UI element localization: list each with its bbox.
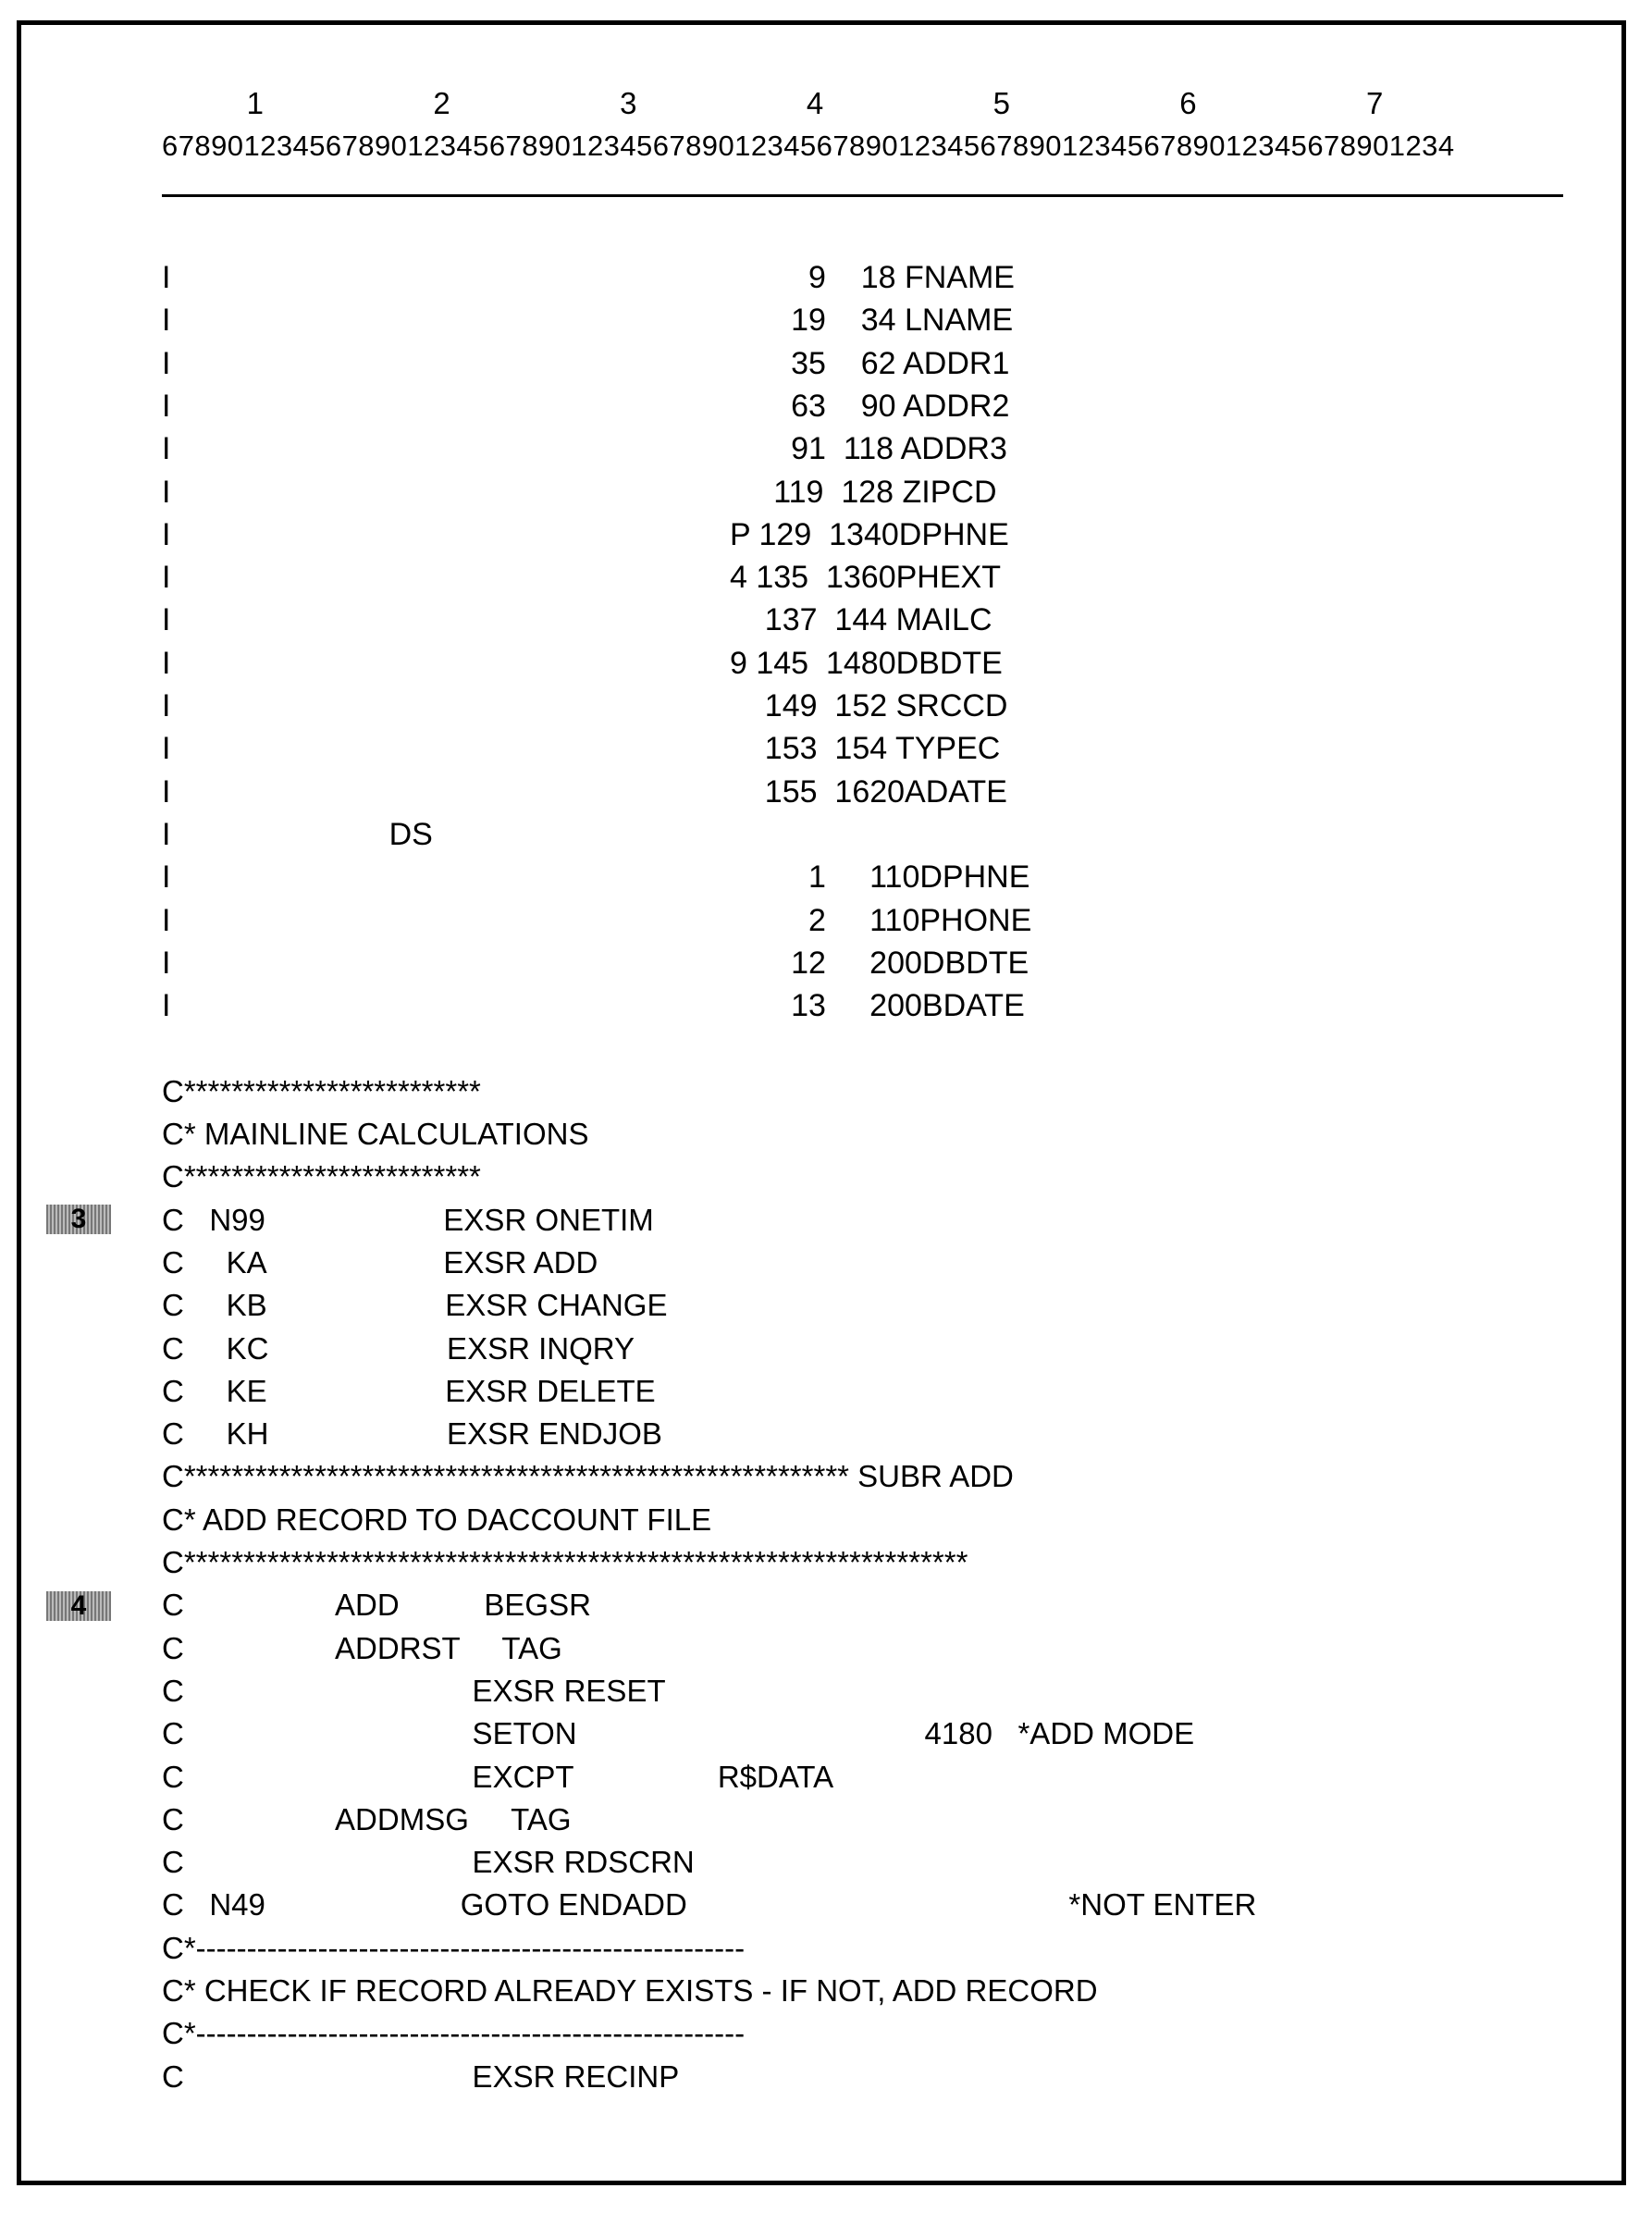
input-spec-line: I 9 145 1480DBDTE xyxy=(162,646,1003,681)
input-spec-line: I 35 62 ADDR1 xyxy=(162,346,1010,381)
calc-spec-line: C*------------------------------------------------------ xyxy=(162,1931,746,1965)
input-spec-line: I 63 90 ADDR2 xyxy=(162,389,1010,424)
input-spec-line: I 9 18 FNAME xyxy=(162,260,1015,295)
calc-spec-line: C KB EXSR CHANGE xyxy=(162,1288,668,1322)
calc-spec-line: C ADD BEGSR xyxy=(162,1588,591,1622)
input-spec-line: I 1 110DPHNE xyxy=(162,859,1030,895)
input-spec-line: I 19 34 LNAME xyxy=(162,303,1014,338)
input-spec-line: I 2 110PHONE xyxy=(162,903,1032,938)
calc-spec-line: C KE EXSR DELETE xyxy=(162,1374,656,1408)
input-spec-line: I 137 144 MAILC xyxy=(162,602,992,637)
callout-marker-4: 4 xyxy=(46,1591,111,1621)
calc-spec-line: C EXSR RECINP xyxy=(162,2059,680,2094)
input-spec-line: I 149 152 SRCCD xyxy=(162,688,1008,723)
calc-spec-line: C N49 GOTO ENDADD *NOT ENTER xyxy=(162,1887,1257,1922)
calc-spec-line: C EXSR RDSCRN xyxy=(162,1845,695,1879)
calc-spec-line: C******************************************************** SUBR ADD xyxy=(162,1459,1014,1493)
calc-spec-line: C* ADD RECORD TO DACCOUNT FILE xyxy=(162,1502,712,1537)
calc-spec-line: C* CHECK IF RECORD ALREADY EXISTS - IF NOT, ADD RECORD xyxy=(162,1973,1098,2008)
calc-spec-line: C************************* xyxy=(162,1159,481,1193)
calc-spec-line: C ADDRST TAG xyxy=(162,1631,562,1665)
column-ruler-units: 6789012345678901234567890123456789012345678901234567890123456789012345678901234 xyxy=(162,130,1455,162)
calc-spec-line: C KA EXSR ADD xyxy=(162,1245,598,1280)
input-spec-line: I 153 154 TYPEC xyxy=(162,731,1001,766)
input-spec-line: I 4 135 1360PHEXT xyxy=(162,560,1001,595)
input-spec-line: I DS xyxy=(162,817,433,852)
calc-spec-line: C EXCPT R$DATA xyxy=(162,1760,834,1794)
column-ruler-tens: 1 2 3 4 5 6 7 xyxy=(162,86,1384,120)
ruler-divider xyxy=(162,194,1563,197)
input-spec-line: I 155 1620ADATE xyxy=(162,774,1007,810)
calc-spec-line: C KH EXSR ENDJOB xyxy=(162,1416,662,1451)
calc-spec-line: C KC EXSR INQRY xyxy=(162,1331,635,1366)
calc-spec-line: C****************************************************************** xyxy=(162,1545,968,1579)
calc-spec-line: C EXSR RESET xyxy=(162,1674,666,1708)
input-spec-line: I P 129 1340DPHNE xyxy=(162,517,1009,552)
input-spec-line: I 12 200DBDTE xyxy=(162,946,1029,981)
calc-spec-line: C*------------------------------------------------------ xyxy=(162,2016,746,2050)
input-spec-line: I 91 118 ADDR3 xyxy=(162,431,1007,466)
callout-marker-3: 3 xyxy=(46,1205,111,1234)
calc-spec-line: C ADDMSG TAG xyxy=(162,1802,572,1836)
input-spec-line: I 119 128 ZIPCD xyxy=(162,475,997,510)
input-spec-line: I 13 200BDATE xyxy=(162,988,1025,1023)
calc-spec-line: C N99 EXSR ONETIM xyxy=(162,1203,654,1237)
calc-spec-line: C SETON 4180 *ADD MODE xyxy=(162,1716,1195,1750)
calc-spec-line: C* MAINLINE CALCULATIONS xyxy=(162,1117,589,1151)
calc-spec-line: C************************* xyxy=(162,1074,481,1108)
